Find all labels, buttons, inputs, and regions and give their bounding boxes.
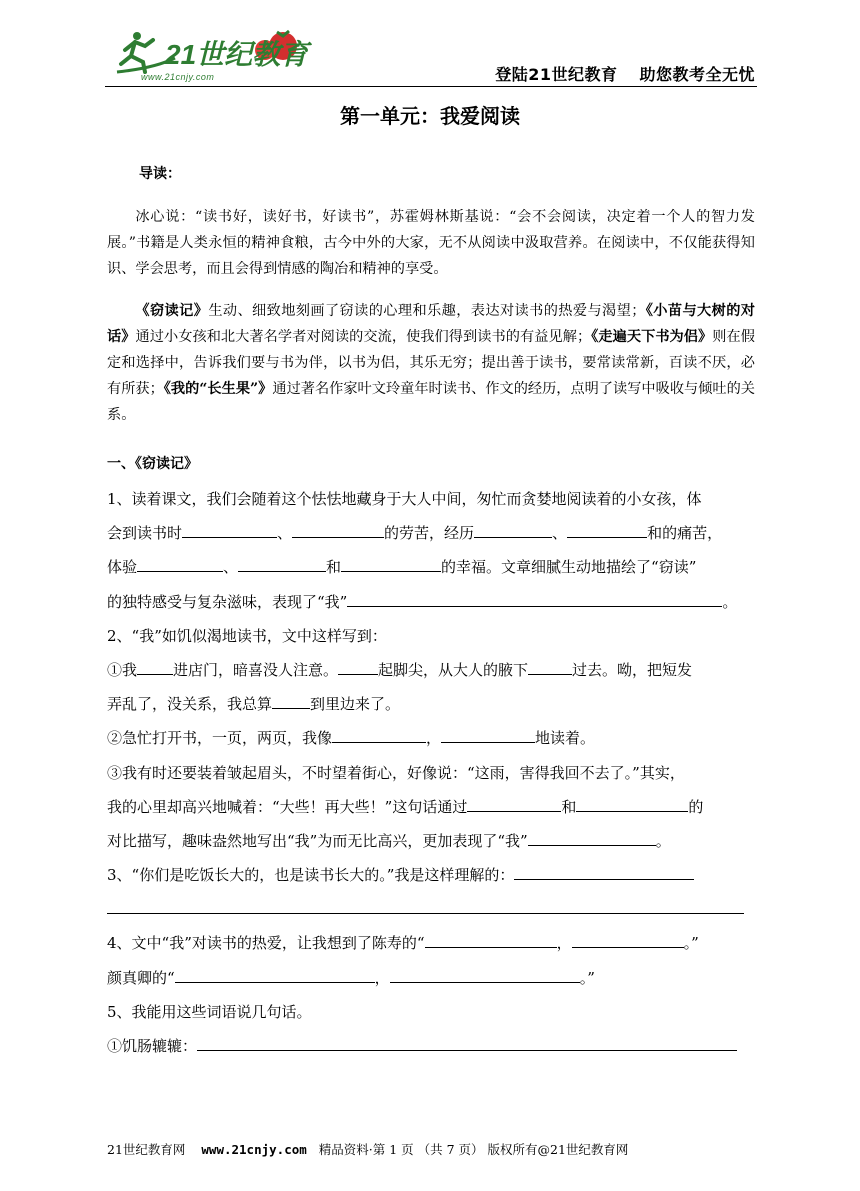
answer-blank[interactable] — [338, 657, 378, 675]
text-span: 通过小女孩和北大著名学者对阅读的交流，使我们得到读书的有益见解； — [135, 329, 592, 345]
page-header — [105, 28, 757, 87]
answer-blank[interactable] — [238, 554, 326, 572]
answer-blank[interactable] — [528, 828, 656, 846]
question-2-line-1: 2、“我”如饥似渴地读书，文中这样写到： — [107, 626, 387, 645]
text-span: 对比描写，趣味盎然地写出“我”为而无比高兴，更加表现了“我” — [107, 831, 528, 850]
question-3-line-2 — [107, 892, 757, 926]
page-title: 第一单元：我爱阅读 — [340, 104, 520, 128]
question-1-line-3 — [107, 550, 757, 584]
intro-heading: 导读： — [139, 166, 181, 182]
text-span: 体验 — [107, 558, 138, 577]
section-heading: 一、《窃读记》 — [107, 456, 198, 472]
logo-graphic — [115, 28, 315, 76]
text-span: ， — [556, 934, 572, 953]
text-title-4: 《我的“长生果”》 — [163, 381, 273, 397]
question-2-line-5: ③我有时还要装着皱起眉头，不时望着街心，好像说：“这雨，害得我回不去了。”其实， — [107, 763, 685, 782]
answer-blank[interactable] — [576, 794, 688, 812]
text-span: 的劳苦，经历 — [384, 524, 475, 543]
text-span: 到里边来了。 — [310, 695, 401, 714]
answer-blank[interactable] — [474, 520, 552, 538]
header-slogan — [473, 62, 755, 85]
question-2-line-7 — [107, 824, 757, 858]
answer-blank[interactable] — [107, 896, 744, 914]
text-span: ①我 — [107, 660, 138, 679]
answer-blank[interactable] — [137, 554, 223, 572]
text-span: 。” — [579, 968, 595, 987]
site-logo[interactable] — [115, 28, 315, 82]
text-span: 颜真卿的“ — [107, 968, 175, 987]
text-span: ②急忙打开书，一页，两页，我像 — [107, 729, 333, 748]
text-span: 3、“你们是吃饭长大的，也是读书长大的。”我是这样理解的： — [107, 866, 515, 885]
text-span: 和的痛苦， — [647, 524, 723, 543]
text-title-1: 《窃读记》 — [135, 303, 209, 319]
answer-blank[interactable] — [425, 930, 557, 948]
question-4-line-2 — [107, 961, 757, 995]
text-title-2: 《小苗与大树的对话》 — [107, 303, 755, 345]
text-span: 我的心里却高兴地喊着：“大些！再大些！”这句话通过 — [107, 797, 468, 816]
text-span: 生动、细致地刻画了窃读的心理和乐趣，表达对读书的热爱与渴望； — [208, 303, 646, 319]
answer-blank[interactable] — [341, 554, 441, 572]
question-4-line-1 — [107, 926, 757, 960]
answer-blank[interactable] — [292, 520, 384, 538]
footer-site: 21世纪教育网 — [107, 1142, 186, 1157]
text-span: 的 — [688, 797, 704, 816]
intro-paragraph-2 — [107, 298, 755, 428]
text-title-3: 《走遍天下书为侣》 — [591, 329, 713, 345]
answer-blank[interactable] — [514, 862, 694, 880]
question-list — [107, 482, 757, 1063]
page-footer — [107, 1140, 628, 1158]
question-2-line-6 — [107, 790, 757, 824]
text-span: 进店门，暗喜没人注意。 — [173, 660, 339, 679]
text-span: 通过著名作家叶文玲童年时读书、作文的经历，点明了读写中吸收与倾吐的关系。 — [107, 381, 755, 423]
text-span: 则在假定和选择中，告诉我们要与书为伴，以书为侣，其乐无穷；提出善于读书，要常读常新，百读不厌，必有所获； — [107, 329, 755, 397]
answer-blank[interactable] — [332, 725, 426, 743]
slogan-left: 登陆21世纪教育 — [495, 65, 618, 84]
logo-text: 21世纪教育 — [165, 39, 309, 70]
text-span: ， — [426, 729, 442, 748]
footer-url[interactable]: www.21cnjy.com — [201, 1142, 307, 1157]
question-5-line-2 — [107, 1029, 757, 1063]
text-span: 弄乱了，没关系，我总算 — [107, 695, 273, 714]
text-span: 。 — [655, 831, 671, 850]
text-span: 地读着。 — [535, 729, 596, 748]
text-span: 。 — [722, 592, 738, 611]
question-2-line-4 — [107, 721, 757, 755]
answer-blank[interactable] — [441, 725, 535, 743]
intro-paragraph-1-text: 冰心说：“读书好，读好书，好读书”，苏霍姆林斯基说：“会不会阅读，决定着一个人的智力发展。”书籍是人类永恒的精神食粮，古今中外的大家，无不从阅读中汲取营养。在阅读中，不仅能获得知识、学会思考，而且会得到情感的陶冶和精神的享受。 — [107, 209, 755, 277]
text-span: 的独特感受与复杂滋味，表现了“我” — [107, 592, 348, 611]
answer-blank[interactable] — [272, 691, 310, 709]
answer-blank[interactable] — [175, 965, 375, 983]
text-span: 和 — [561, 797, 577, 816]
text-span: 。” — [683, 934, 699, 953]
question-5-line-1: 5、我能用这些词语说几句话。 — [107, 1002, 312, 1021]
answer-blank[interactable] — [572, 930, 684, 948]
intro-paragraph-1 — [107, 204, 755, 282]
text-span: 和 — [326, 558, 342, 577]
text-span: 4、文中“我”对读书的热爱，让我想到了陈寿的“ — [107, 934, 425, 953]
text-span: 、 — [552, 524, 568, 543]
answer-blank[interactable] — [528, 657, 572, 675]
text-span: 过去。呦，把短发 — [572, 660, 693, 679]
text-span: 起脚尖，从大人的腋下 — [378, 660, 529, 679]
answer-blank[interactable] — [182, 520, 277, 538]
text-span: 的幸福。文章细腻生动地描绘了“窃读” — [441, 558, 697, 577]
footer-info: 精品资料·第 1 页 （共 7 页） 版权所有@21世纪教育网 — [318, 1142, 629, 1157]
question-2-line-3 — [107, 687, 757, 721]
answer-blank[interactable] — [467, 794, 561, 812]
question-1-line-1: 1、读着课文，我们会随着这个怯怯地藏身于大人中间，匆忙而贪婪地阅读着的小女孩，体 — [107, 490, 702, 508]
question-1-line-4 — [107, 585, 757, 619]
text-span: 会到读书时 — [107, 524, 183, 543]
answer-blank[interactable] — [197, 1033, 737, 1051]
text-span: 、 — [277, 524, 293, 543]
text-span: ， — [374, 968, 390, 987]
text-span: ①饥肠辘辘： — [107, 1037, 198, 1055]
answer-blank[interactable] — [567, 520, 647, 538]
text-span: 、 — [223, 558, 239, 577]
slogan-right: 助您教考全无忧 — [639, 65, 755, 84]
question-1-line-2 — [107, 516, 757, 550]
answer-blank[interactable] — [137, 657, 173, 675]
question-2-line-2 — [107, 653, 757, 687]
answer-blank[interactable] — [347, 589, 722, 607]
question-3-line-1 — [107, 858, 757, 892]
logo-url: www.21cnjy.com — [141, 72, 215, 82]
answer-blank[interactable] — [390, 965, 580, 983]
